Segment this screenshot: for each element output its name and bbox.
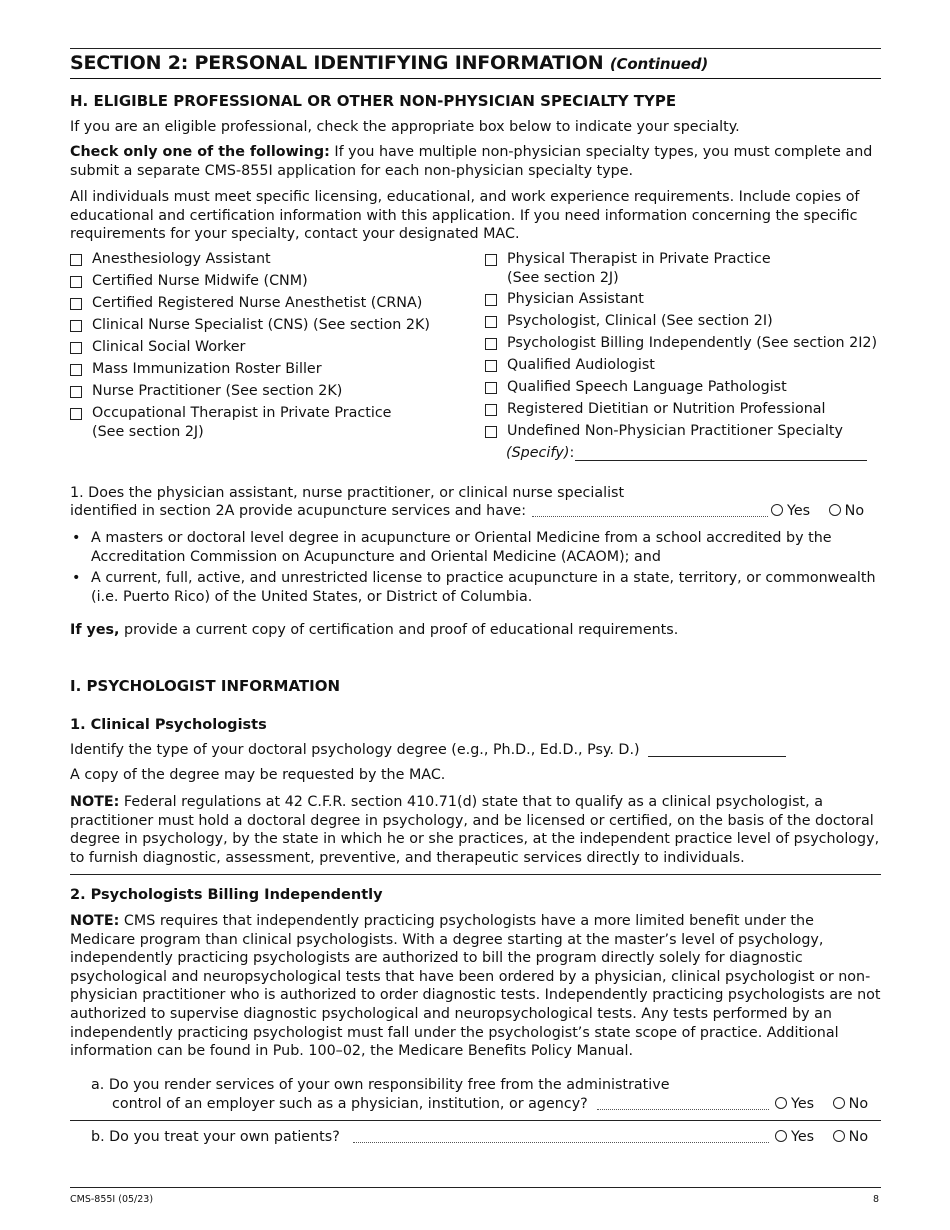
checkbox-psychologist-billing[interactable]: Psychologist Billing Independently (See section 2I2) [485,334,877,353]
checkbox-crna[interactable]: Certified Registered Nurse Anesthetist (CRNA) [70,294,422,313]
checkbox-box[interactable] [70,408,82,420]
radio-circle[interactable] [829,504,841,516]
dot-leader [353,1142,769,1143]
specify-input[interactable] [575,460,867,461]
question-a-yes-no [775,1096,868,1112]
checkbox-box[interactable] [485,382,497,394]
checkbox-qualified-audiologist[interactable]: Qualified Audiologist [485,356,655,375]
checkbox-box[interactable] [485,404,497,416]
checkbox-mass-immunization[interactable]: Mass Immunization Roster Biller [70,360,322,379]
checkbox-cns[interactable]: Clinical Nurse Specialist (CNS) (See section 2K) [70,316,430,335]
checkbox-nurse-practitioner[interactable]: Nurse Practitioner (See section 2K) [70,382,342,401]
radio-circle[interactable] [775,1097,787,1109]
checkbox-box[interactable] [70,386,82,398]
form-id: CMS-855I (05/23) [70,1194,154,1205]
question-b: b. Do you treat your own patients? [91,1129,340,1145]
acupuncture-yes-no [771,503,864,519]
radio-circle[interactable] [775,1130,787,1142]
specify-label: (Specify): [506,445,575,461]
radio-circle[interactable] [833,1130,845,1142]
section-h-heading: H. ELIGIBLE PROFESSIONAL OR OTHER NON-PHYSICIAN SPECIALTY TYPE [70,92,677,110]
checkbox-anesthesiology-assistant[interactable]: Anesthesiology Assistant [70,250,271,269]
checkbox-box[interactable] [70,298,82,310]
checkbox-psychologist-clinical[interactable]: Psychologist, Clinical (See section 2I) [485,312,773,331]
checkbox-speech-pathologist[interactable]: Qualified Speech Language Pathologist [485,378,787,397]
question-a-line1: a. Do you render services of your own responsibility free from the administrative [91,1077,670,1093]
clinical-divider [70,874,881,875]
clinical-note: NOTE: Federal regulations at 42 C.F.R. section 410.71(d) state that to qualify as a clinical psychologist, a practitioner must hold a doctoral degree in psychology, and be licensed or certified, on the basis of the doctoral degree in psychology, by the state in which he or she practices, at the independent practice level of psychology, to furnish diagnostic, assessment, preventive, and therapeutic services directly to individuals. [70,794,880,866]
footer-rule [70,1187,881,1188]
checkbox-box[interactable] [70,320,82,332]
checkbox-box[interactable] [485,426,497,438]
checkbox-box[interactable] [485,338,497,350]
dot-leader [532,516,768,517]
question-a-line2: control of an employer such as a physician, institution, or agency? [112,1096,588,1112]
question-b-yes-radio[interactable]: Yes [775,1129,814,1145]
section-title-rule [70,78,881,79]
intro-text: If you are an eligible professional, check the appropriate box below to indicate your specialty. [70,119,740,135]
billing-independently-heading: 2. Psychologists Billing Independently [70,887,383,903]
degree-type-input[interactable] [648,756,786,757]
checkbox-box[interactable] [485,294,497,306]
checkbox-dietitian[interactable]: Registered Dietitian or Nutrition Professional [485,400,826,419]
checkbox-box[interactable] [70,276,82,288]
form-page [70,0,881,1230]
if-yes-text: If yes, provide a current copy of certification and proof of educational requirements. [70,622,679,638]
degree-copy-note: A copy of the degree may be requested by the MAC. [70,767,446,783]
section-i-heading: I. PSYCHOLOGIST INFORMATION [70,677,341,695]
option-label: Physical Therapist in Private Practice (See section 2J) [507,251,771,286]
page-number: 8 [872,1194,879,1205]
bullet-degree: • A masters or doctoral level degree in acupuncture or Oriental Medicine from a school accredited by the Accreditation Commission on Acupuncture and Oriental Medicine (ACAOM); and [70,529,882,567]
checkbox-undefined-npp[interactable]: Undefined Non-Physician Practitioner Specialty [485,422,843,441]
question-a-yes-radio[interactable]: Yes [775,1096,814,1112]
radio-circle[interactable] [833,1097,845,1109]
acupuncture-yes-radio[interactable]: Yes [771,503,810,519]
section-subtitle: (Continued) [609,55,708,73]
question-b-yes-no [775,1129,868,1145]
section-title: SECTION 2: PERSONAL IDENTIFYING INFORMATION (Continued) [70,52,708,74]
check-only-instructions: Check only one of the following: If you have multiple non-physician specialty types, you must complete and submit a separate CMS-855I application for each non-physician specialty type. [70,144,873,179]
checkbox-physical-therapist[interactable] [485,250,771,288]
acupuncture-question-line2: identified in section 2A provide acupuncture services and have: [70,503,527,519]
checkbox-box[interactable] [70,254,82,266]
acupuncture-no-radio[interactable]: No [829,503,864,519]
billing-note: NOTE: CMS requires that independently practicing psychologists have a more limited benefit under the Medicare program than clinical psychologists. With a degree starting at the master’s level of psychology, independently practicing psychologists are authorized to bill the program directly solely for diagnostic psychological and neuropsychological tests that have been ordered by a physician, clinical psychologist or non-physician practitioner who is authorized to order diagnostic tests. Independently practicing psychologists are not authorized to supervise diagnostic psychological and neuropsychological tests. Any tests performed by an independently practicing psychologist must fall under the psychologist’s state scope of practice. Additional information can be found in Pub. 100–02, the Medicare Benefits Policy Manual. [70,913,881,1060]
bullet-license: • A current, full, active, and unrestricted license to practice acupuncture in a state, territory, or commonwealth (i.e. Puerto Rico) of the United States, or District of Columbia. [70,569,882,607]
checkbox-physician-assistant[interactable]: Physician Assistant [485,290,644,309]
checkbox-box[interactable] [70,342,82,354]
option-label: Occupational Therapist in Private Practice (See section 2J) [92,405,392,440]
question-a-no-radio[interactable]: No [833,1096,868,1112]
checkbox-cnm[interactable]: Certified Nurse Midwife (CNM) [70,272,308,291]
question-divider [70,1120,881,1121]
checkbox-box[interactable] [485,360,497,372]
checkbox-occupational-therapist[interactable] [70,404,391,442]
acupuncture-question-line1: 1. Does the physician assistant, nurse practitioner, or clinical nurse specialist [70,485,625,501]
degree-prompt: Identify the type of your doctoral psychology degree (e.g., Ph.D., Ed.D., Psy. D.) [70,742,640,758]
checkbox-clinical-social-worker[interactable]: Clinical Social Worker [70,338,245,357]
checkbox-box[interactable] [485,254,497,266]
clinical-psychologists-heading: 1. Clinical Psychologists [70,717,267,733]
question-b-no-radio[interactable]: No [833,1129,868,1145]
dot-leader [597,1109,769,1110]
requirements-text: All individuals must meet specific licensing, educational, and work experience requirements. Include copies of educational and certification information with this application. If you need information concerning the specific requirements for your specialty, contact your designated MAC. [70,189,860,243]
checkbox-box[interactable] [485,316,497,328]
checkbox-box[interactable] [70,364,82,376]
top-rule [70,48,881,49]
radio-circle[interactable] [771,504,783,516]
